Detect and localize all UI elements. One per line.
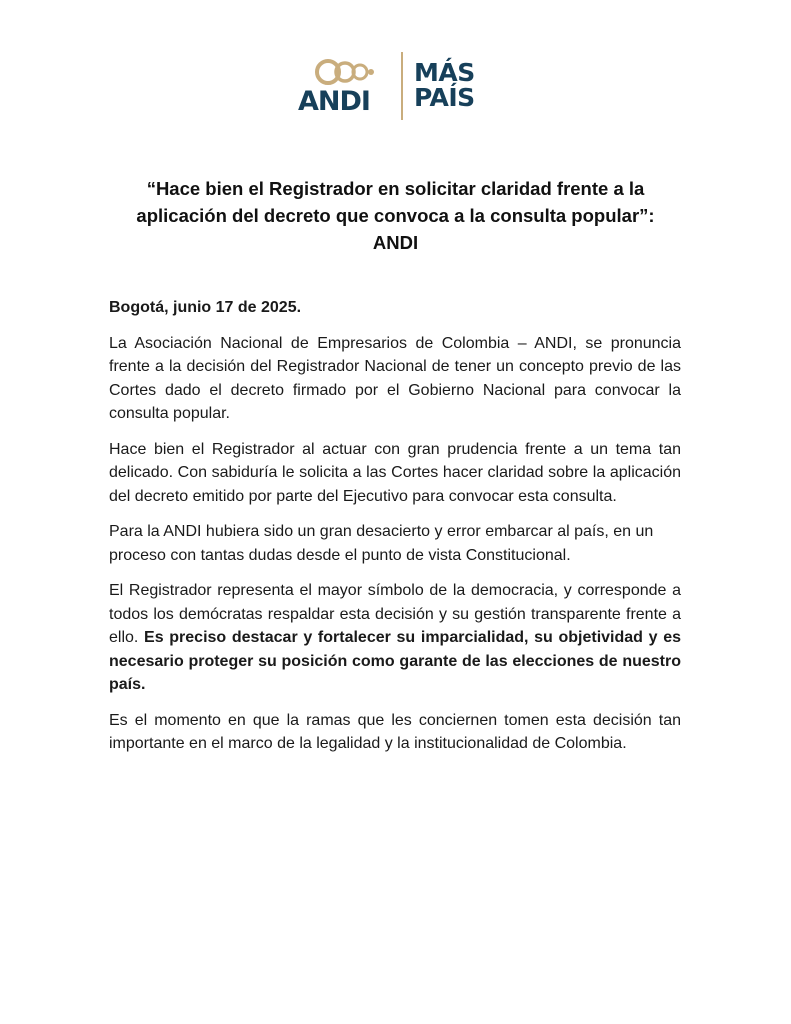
andi-rings-icon: [312, 58, 376, 86]
maspais-logo: [414, 60, 475, 110]
title-line-3: ANDI: [372, 232, 419, 253]
paragraph-4-regular: El Registrador representa el mayor símbolo de la democracia, y corresponde a todos los demócratas respaldar esta decisión y su gestión transparente frente a ello.: [109, 582, 681, 646]
page-title: [100, 175, 691, 256]
maspais-line2: PAÍS: [414, 83, 475, 112]
header-logos: [0, 52, 791, 122]
paragraph-4-bold: Es preciso destacar y fortalecer su imparcialidad, su objetividad y es necesario proteger su posición como garante de las elecciones de nuestro país.: [109, 629, 681, 693]
andi-logo: [298, 58, 390, 120]
maspais-line1: MÁS: [414, 58, 475, 87]
body-content: [109, 296, 681, 768]
logo-divider: [401, 52, 403, 120]
title-line-1: “Hace bien el Registrador en solicitar claridad frente a la: [146, 178, 645, 199]
dateline: Bogotá, junio 17 de 2025.: [109, 299, 302, 316]
paragraph-3: Para la ANDI hubiera sido un gran desacierto y error embarcar al país, en un proceso con tantas dudas desde el punto de vista Constitucional.: [109, 523, 654, 564]
title-line-2: aplicación del decreto que convoca a la consulta popular”:: [136, 205, 655, 226]
paragraph-1: La Asociación Nacional de Empresarios de Colombia – ANDI, se pronuncia frente a la decisión del Registrador Nacional de tener un concepto previo de las Cortes dado el decreto firmado por el Gobierno Nacional para convocar la consulta popular.: [109, 334, 681, 422]
paragraph-4: [109, 579, 681, 697]
paragraph-5: Es el momento en que la ramas que les conciernen tomen esta decisión tan importante en el marco de la legalidad y la institucionalidad de Colombia.: [109, 711, 681, 752]
andi-logo-text: ANDI: [298, 86, 370, 117]
paragraph-2: Hace bien el Registrador al actuar con gran prudencia frente a un tema tan delicado. Con sabiduría le solicita a las Cortes hacer claridad sobre la aplicación del decreto emitido por parte del Ejecutivo para convocar esta consulta.: [109, 440, 681, 505]
